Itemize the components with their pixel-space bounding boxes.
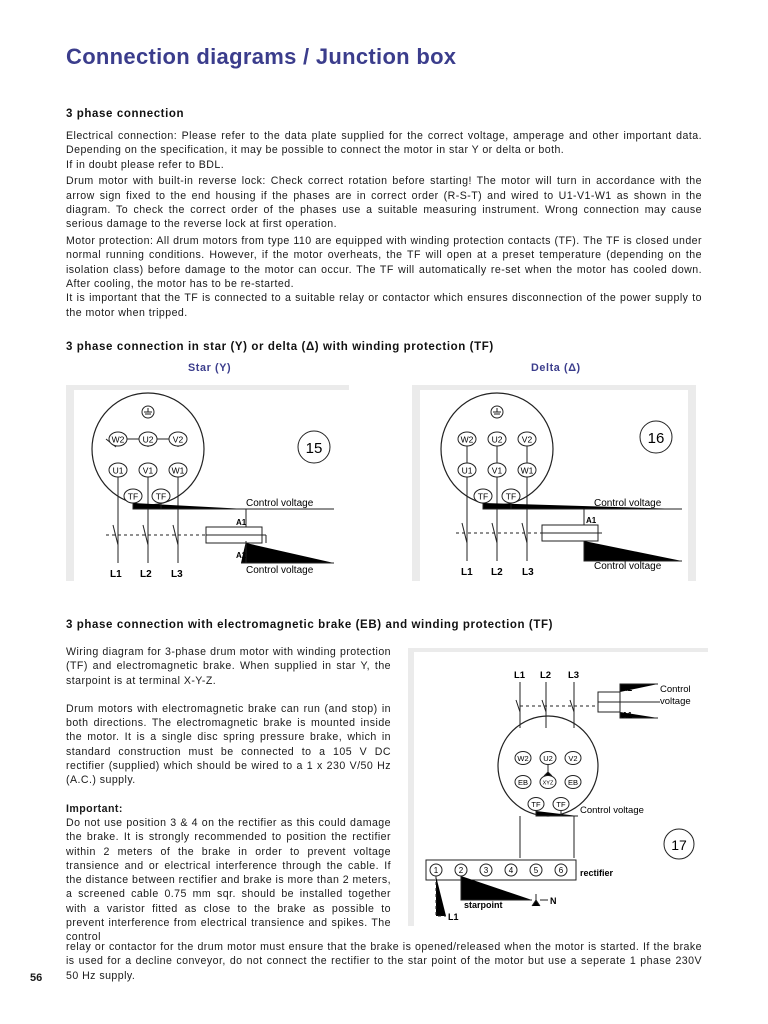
control-voltage-top: Control voltage (594, 498, 662, 509)
tf-terminal-2: TF (556, 800, 566, 809)
paragraph-tf-relay: It is important that the TF is connected to a suitable relay or contactor which ensures disconnection of the power supply to the motor when tripped. (66, 292, 702, 319)
a1-label: A1 (236, 518, 247, 527)
brake-diagram (408, 648, 708, 926)
terminal-v1: V1 (142, 465, 154, 476)
tf-terminal-1: TF (127, 491, 139, 502)
page-number: 56 (30, 972, 43, 984)
terminal-v1: V1 (491, 465, 503, 476)
terminal-v2: V2 (568, 754, 578, 763)
diagram-number-16: 16 (647, 430, 665, 447)
paragraph-bdl: If in doubt please refer to BDL. (66, 158, 225, 171)
diagram-number-17: 17 (671, 837, 687, 853)
line-l3: L3 (171, 569, 183, 580)
terminal-w1: W1 (520, 465, 534, 476)
rectifier-terminal-1: 1 (433, 866, 439, 875)
paragraph-relay: relay or contactor for the drum motor must ensure that the brake is opened/released when the motor is started. If the brake is used for a decline conveyor, do not connect the rectifier to the star point of the motor but use a seperate 1 phase 230V 50 Hz supply. (66, 941, 702, 982)
a1-label: A1 (586, 516, 597, 525)
rectifier-terminal-4: 4 (508, 866, 514, 875)
brake-text-column (66, 645, 391, 945)
terminal-u1: U1 (112, 465, 124, 476)
paragraph-motor-protection: Motor protection: All drum motors from type 110 are equipped with winding protection contacts (TF). The TF is closed under normal running conditions. However, if the motor overheats, the TF will open at a preset temperature (depending on the isolation class) before damage to the motor can occur. The TF will automatically re-set when the motor has cooled down. After cooling, the motor has to be re-started. (66, 234, 702, 291)
tf-terminal-2: TF (505, 491, 517, 502)
section-3-phase-text (66, 129, 702, 322)
paragraph-brake-directions: Drum motors with electromagnetic brake can run (and stop) in both directions. The electromagnetic brake is mounted inside the motor. It is a single disc spring pressure brake, which in standard construction must be connected to a 105 V DC rectifier (supplied) which should be wired to a 1 x 230 V/50 Hz (A.C.) supply. (66, 702, 391, 787)
line-l2: L2 (491, 567, 503, 578)
rectifier-terminal-5: 5 (533, 866, 539, 875)
paragraph-wiring: Wiring diagram for 3-phase drum motor with winding protection (TF) and electromagnetic brake. When supplied in star Y, the starpoint is at terminal X-Y-Z. (66, 646, 391, 687)
line-l3: L3 (522, 567, 534, 578)
star-diagram (66, 385, 349, 581)
section-heading-star-delta: 3 phase connection in star (Y) or delta (Δ) with winding protection (TF) (66, 341, 494, 353)
line-l2: L2 (540, 670, 552, 681)
rectifier-label: rectifier (580, 868, 614, 878)
line-l3: L3 (568, 670, 580, 681)
terminal-u1: U1 (461, 465, 473, 476)
tf-terminal-2: TF (155, 491, 167, 502)
diagram-number-15: 15 (305, 440, 323, 457)
star-label: Star (Y) (188, 362, 232, 374)
important-heading: Important: (66, 802, 123, 815)
terminal-u2: U2 (543, 754, 553, 763)
a2-label: A2 (622, 684, 633, 693)
terminal-w1: W1 (171, 465, 185, 476)
terminal-w2: W2 (460, 434, 474, 445)
control-voltage-bottom: Control voltage (246, 565, 314, 576)
tf-terminal-1: TF (531, 800, 541, 809)
a2-label: A2 (236, 551, 247, 560)
terminal-u2: U2 (491, 434, 503, 445)
l1-supply-label: L1 (448, 912, 459, 922)
rectifier-terminal-3: 3 (483, 866, 489, 875)
voltage-label: voltage (660, 696, 691, 707)
control-label: Control (660, 684, 691, 695)
control-voltage-label: Control voltage (580, 805, 644, 816)
a2-label: A2 (586, 549, 597, 558)
terminal-u2: U2 (142, 434, 154, 445)
line-l1: L1 (461, 567, 473, 578)
terminal-w2: W2 (111, 434, 125, 445)
terminal-v2: V2 (521, 434, 533, 445)
section-heading-3-phase: 3 phase connection (66, 108, 185, 120)
paragraph-reverse-lock: Drum motor with built-in reverse lock: Check correct rotation before starting! The motor will turn in accordance with the arrow sign fixed to the end housing if the phases are in correct order (R-S-T) and wired to U1-V1-W1 as shown in the diagram. To check the correct order of the phases use a suitable measuring instrument. Wrong connection may cause serious damage to the reverse lock at first operation. (66, 175, 702, 231)
rectifier-terminal-2: 2 (458, 866, 464, 875)
paragraph-important: Do not use position 3 & 4 on the rectifier as this could damage the brake. It is strongly recommended to position the rectifier within 2 meters of the brake in order to prevent voltage transience and or electrical interference through the cable. If the distance between rectifier and brake is more than 2 meters, a screened cable 0.75 mm sqr. should be installed together with a varistor fitted as close to the brake as possible to prevent interference from electrical transience and spikes. The control (66, 816, 391, 944)
control-voltage-bottom: Control voltage (594, 561, 662, 572)
xyz-terminal: XYZ (542, 780, 554, 787)
delta-diagram (412, 385, 696, 581)
section-heading-brake: 3 phase connection with electromagnetic brake (EB) and winding protection (TF) (66, 619, 554, 631)
delta-label: Delta (Δ) (531, 362, 581, 374)
terminal-w2: W2 (517, 754, 529, 763)
line-l1: L1 (110, 569, 122, 580)
paragraph-electrical: Electrical connection: Please refer to the data plate supplied for the correct voltage, amperage and other important data. Depending on the specification, it may be possible to connect the motor in star Y or delta or both. (66, 130, 702, 157)
line-l2: L2 (140, 569, 152, 580)
starpoint-label: starpoint (464, 900, 503, 910)
n-label: N (550, 896, 557, 906)
eb-terminal-1: EB (517, 778, 529, 787)
eb-terminal-2: EB (567, 778, 579, 787)
tf-terminal-1: TF (477, 491, 489, 502)
a1-label: A1 (622, 711, 633, 720)
page-title: Connection diagrams / Junction box (66, 44, 457, 69)
rectifier-terminal-6: 6 (558, 866, 564, 875)
line-l1: L1 (514, 670, 526, 681)
terminal-v2: V2 (172, 434, 184, 445)
control-voltage-top: Control voltage (246, 498, 314, 509)
